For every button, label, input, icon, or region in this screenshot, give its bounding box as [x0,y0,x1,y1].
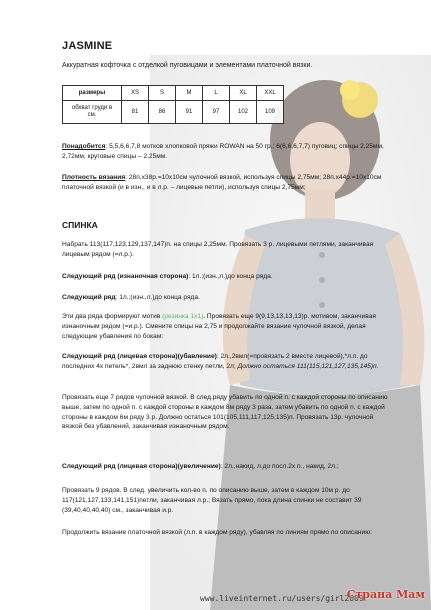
chest-cell: 91 [176,101,203,124]
back-heading: СПИНКА [62,220,98,230]
row-label: Следующий ряд (изнаночная сторона) [62,273,189,280]
doc-subtitle: Аккуратная кофточка с отделкой пуговицами и элементами платочной вязки. [62,62,313,69]
row-text: : 2л.,накид, л.до посл.2х п., накид, 2л.; [220,463,339,470]
row-text: : 1л.;(изн.,л.)до конца ряда. [188,273,273,280]
brand-watermark: Страна Мам [346,588,425,601]
row-instruction-3 [62,352,392,372]
chest-cell: 102 [230,101,257,124]
chest-cell: 97 [203,101,230,124]
row-instruction-1 [62,272,392,282]
pattern-text-before: Эти два ряда формируют мотив [62,313,163,320]
size-cell: S [149,86,176,101]
materials-paragraph [62,142,392,162]
row-text: : 1л.;(изн.,л.)до конца ряда. [115,294,200,301]
row-instruction-4 [62,462,392,472]
row-instruction-2 [62,293,392,303]
materials-text: : 5,5,6,6,7,8 мотков хлопковой пряжи ROWAN на 50 гр.; 6(6,6,6,7,7) пуговиц; спицы 2,25мм, 2,72мм, круговые спицы – 2,25мм. [62,143,384,160]
source-url: www.liveinternet.ru/users/girl2009 [200,594,364,603]
row-result: Должно остаться 111(115,121,127,135,145)п. [237,362,379,370]
back-paragraph-1: Набрать 113(117,123,129,137,147)п. на спицы 2,25мм. Провязать 3 р. лицевыми петлями, заканчивая лицевым рядом (=л.р.). [62,241,374,258]
size-table-header-label: размеры [63,86,122,101]
gauge-paragraph [62,173,392,193]
chest-cell: 81 [122,101,149,124]
back-paragraph-4: Провязать 9 рядов. В след. увеличить кол-во п. по описанию выше, затем в каждом 10м р. до 117(121,127,133,141,151)петли, заканчивая л.р.; Вязать прямо, пока длина спинки не составит 39 (39,40,40,40,40) см., заканчивая и.р. [62,487,362,514]
size-cell: L [203,86,230,101]
size-table [62,85,284,124]
size-table-row-label: обхват груди в см. [63,101,122,124]
chest-cell: 109 [257,101,284,124]
row-text: : 2л.,2вмл(=провязать 2 вместе лицевой),*л.п. до последних 4х петель*, 2вмл за заднюю стенку петли, 2л; [62,353,368,370]
materials-label: Понадобится [62,143,106,150]
size-cell: M [176,86,203,101]
doc-title: JASMINE [62,40,113,52]
chest-cell: 86 [149,101,176,124]
size-table-value-row [63,101,284,124]
size-cell: XL [230,86,257,101]
gauge-text: : 28п.х38р.=10х10см чулочной вязкой, используя спицы 2,75мм; 28п.х44р.=10х10см платочной вязкой (и в изн., и в л.р. – лицевые петли), используя спицы 2,75мм; [62,174,382,191]
row-label: Следующий ряд (лицевая сторона)(увеличение) [62,463,221,470]
size-cell: XS [122,86,149,101]
pattern-text-after: . Провязать еще 9(9,13,13,13,13)р. мотивом, заканчивая изнаночным рядом (=и.р.). Смените спицы на 2,75 и продолжайте вязание чулочной вязкой, делая следующие убавления по бокам: [62,313,376,340]
size-cell: XXL [257,86,284,101]
row-label: Следующий ряд (лицевая сторона)(убавление) [62,353,217,360]
back-paragraph-3: Провязать еще 7 рядов чулочной вязкой. В след.ряду убавить по одной п. с каждой стороны по описанию выше, затем по одной п. с каждой стороны в каждом 8м ряду 3 раза, затем убавить по одной п. с каждой стороны в каждом 6м ряду 3 р. Должно остаться 101(105,111,117,125,135)п. Провязать 13р. чулочной вязкой без убавлений, заканчивая изнаночным рядом. [62,394,388,431]
size-table-header-row [63,86,284,101]
row-label: Следующий ряд [62,294,116,301]
back-paragraph-2 [62,312,392,341]
gauge-label: Плотность вязания [62,174,126,181]
pattern-name-green: (резинка 1х1) [162,313,204,320]
back-paragraph-5: Продолжить вязание платочной вязкой (л.п. в каждом ряду), убавляя по линиям прямо по описанию: [62,529,372,536]
